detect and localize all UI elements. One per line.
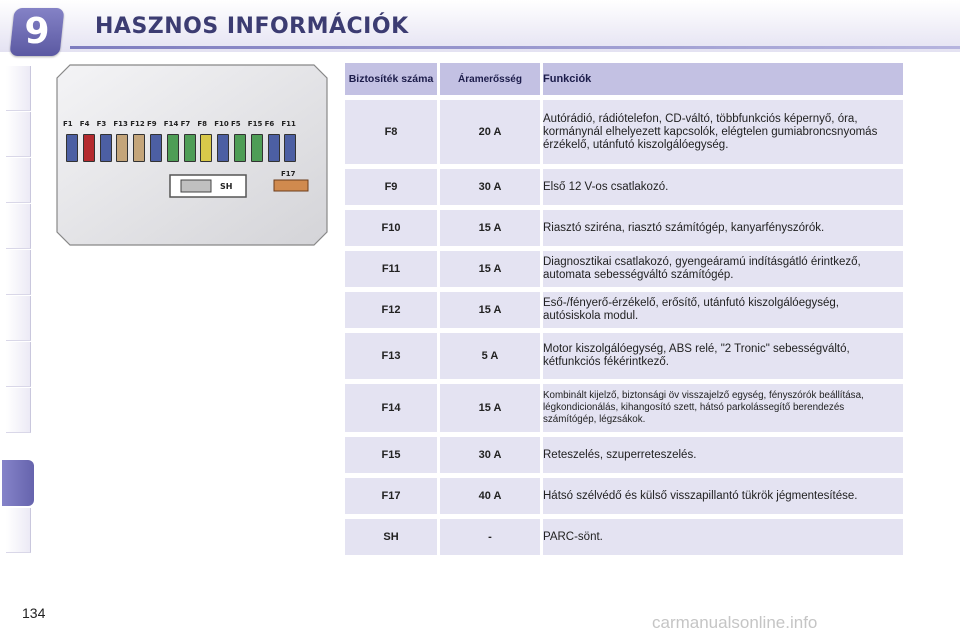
- fuse-label-f12: F12: [130, 120, 145, 128]
- amperage-cell: -: [440, 519, 540, 555]
- chapter-tab-5[interactable]: [6, 250, 31, 295]
- fuse-label-f15: F15: [247, 120, 263, 128]
- function-cell: Motor kiszolgálóegység, ABS relé, "2 Tronic" sebességváltó, kétfunkciós fékérintkező.: [543, 333, 903, 379]
- relay-shunt: [181, 180, 211, 192]
- chapter-tab-2[interactable]: [6, 112, 31, 157]
- fuse-f4: [83, 134, 95, 162]
- function-cell: Reteszelés, szuperreteszelés.: [543, 437, 903, 473]
- amperage-cell: 15 A: [440, 292, 540, 328]
- chapter-tab-9-active[interactable]: [2, 460, 34, 506]
- fuse-number-cell: F14: [345, 384, 437, 432]
- fuse-label-f14: F14: [163, 120, 179, 128]
- amperage-cell: 15 A: [440, 251, 540, 287]
- fuse-f1: [66, 134, 78, 162]
- fuse-label-f9: F9: [147, 120, 157, 128]
- header-fuse-number: Biztosíték száma: [345, 63, 437, 95]
- fuse-label-f8: F8: [197, 120, 208, 128]
- fuse-number-cell: F17: [345, 478, 437, 514]
- fuse-label-f11: F11: [281, 120, 296, 128]
- fuse-label-f1: F1: [63, 120, 73, 128]
- chapter-tab-10[interactable]: [6, 508, 31, 553]
- table-row: [345, 210, 903, 246]
- function-cell: Autórádió, rádiótelefon, CD-váltó, többfunkciós képernyő, óra, kormánynál elhelyezett kapcsolók, elégtelen gumiabroncsnyomás érzékelő, utánfutó kiszolgálóegység.: [543, 100, 903, 164]
- fuse-label-f3: F3: [96, 120, 107, 128]
- fuse-label-f5: F5: [231, 120, 241, 128]
- table-row: [345, 478, 903, 514]
- fuse-f3: [100, 134, 112, 162]
- amperage-cell: 15 A: [440, 384, 540, 432]
- chapter-tab-7[interactable]: [6, 342, 31, 387]
- fuse-label-f10: F10: [214, 120, 229, 128]
- fuse-number-cell: SH: [345, 519, 437, 555]
- amperage-cell: 40 A: [440, 478, 540, 514]
- chapter-tab-4[interactable]: [6, 204, 31, 249]
- fuse-label-f4: F4: [79, 120, 90, 128]
- fuse-f10: [217, 134, 229, 162]
- table-row: [345, 437, 903, 473]
- fuse-f17-body: [274, 180, 308, 191]
- fuse-f6: [268, 134, 280, 162]
- function-cell: PARC-sönt.: [543, 519, 903, 555]
- chapter-tab-3[interactable]: [6, 158, 31, 203]
- fuse-f7: [184, 134, 196, 162]
- fuse-f13: [116, 134, 128, 162]
- header-amperage: Áramerősség: [440, 63, 540, 95]
- function-cell: Diagnosztikai csatlakozó, gyengeáramú indításgátló érintkező, automata sebességváltó számítógép.: [543, 251, 903, 287]
- chapter-tab-8[interactable]: [6, 388, 31, 433]
- table-row: [345, 169, 903, 205]
- chapter-number: 9: [24, 11, 50, 52]
- header-functions: Funkciók: [543, 63, 903, 95]
- watermark: carmanualsonline.info: [652, 613, 818, 632]
- fuse-number-cell: F12: [345, 292, 437, 328]
- table-row: [345, 333, 903, 379]
- fuse-f14: [167, 134, 179, 162]
- fuse-f17-label: F17: [281, 170, 296, 178]
- table-row: [345, 519, 903, 555]
- header-underline: [70, 46, 960, 49]
- fuse-f11: [284, 134, 296, 162]
- page-title: HASZNOS INFORMÁCIÓK: [95, 14, 409, 39]
- amperage-cell: 20 A: [440, 100, 540, 164]
- fuse-number-cell: F9: [345, 169, 437, 205]
- amperage-cell: 30 A: [440, 437, 540, 473]
- fuse-box-diagram: [56, 64, 328, 246]
- fuse-label-f13: F13: [113, 120, 128, 128]
- table-row: [345, 292, 903, 328]
- fuse-number-cell: F15: [345, 437, 437, 473]
- table-row: [345, 384, 903, 432]
- function-cell: Riasztó sziréna, riasztó számítógép, kanyarfényszórók.: [543, 210, 903, 246]
- relay-label: SH: [220, 182, 233, 191]
- function-cell: Kombinált kijelző, biztonsági öv visszajelző egység, fényszórók beállítása, légkondicionálás, kihangosító szett, hátsó parkolássegítő berendezés számítógép, légzsákok.: [543, 384, 903, 432]
- table-row: [345, 251, 903, 287]
- fuse-label-f7: F7: [180, 120, 191, 128]
- function-cell: Eső-/fényerő-érzékelő, erősítő, utánfutó kiszolgálóegység, autósiskola modul.: [543, 292, 903, 328]
- fuse-label-f6: F6: [264, 120, 275, 128]
- amperage-cell: 15 A: [440, 210, 540, 246]
- function-cell: Első 12 V-os csatlakozó.: [543, 169, 903, 205]
- fuse-f15: [251, 134, 263, 162]
- function-cell: Hátsó szélvédő és külső visszapillantó tükrök jégmentesítése.: [543, 478, 903, 514]
- fuse-number-cell: F11: [345, 251, 437, 287]
- table-header-row: [345, 63, 903, 95]
- chapter-tab-1[interactable]: [6, 66, 31, 111]
- page-number: 134: [22, 605, 46, 621]
- fuse-f12: [133, 134, 145, 162]
- amperage-cell: 5 A: [440, 333, 540, 379]
- fuse-f8: [200, 134, 212, 162]
- amperage-cell: 30 A: [440, 169, 540, 205]
- chapter-tab-strip: [0, 66, 34, 576]
- fuse-f9: [150, 134, 162, 162]
- fuse-number-cell: F10: [345, 210, 437, 246]
- chapter-tab-6[interactable]: [6, 296, 31, 341]
- fuse-number-cell: F13: [345, 333, 437, 379]
- table-row: [345, 100, 903, 164]
- fuse-number-cell: F8: [345, 100, 437, 164]
- fuse-f5: [234, 134, 246, 162]
